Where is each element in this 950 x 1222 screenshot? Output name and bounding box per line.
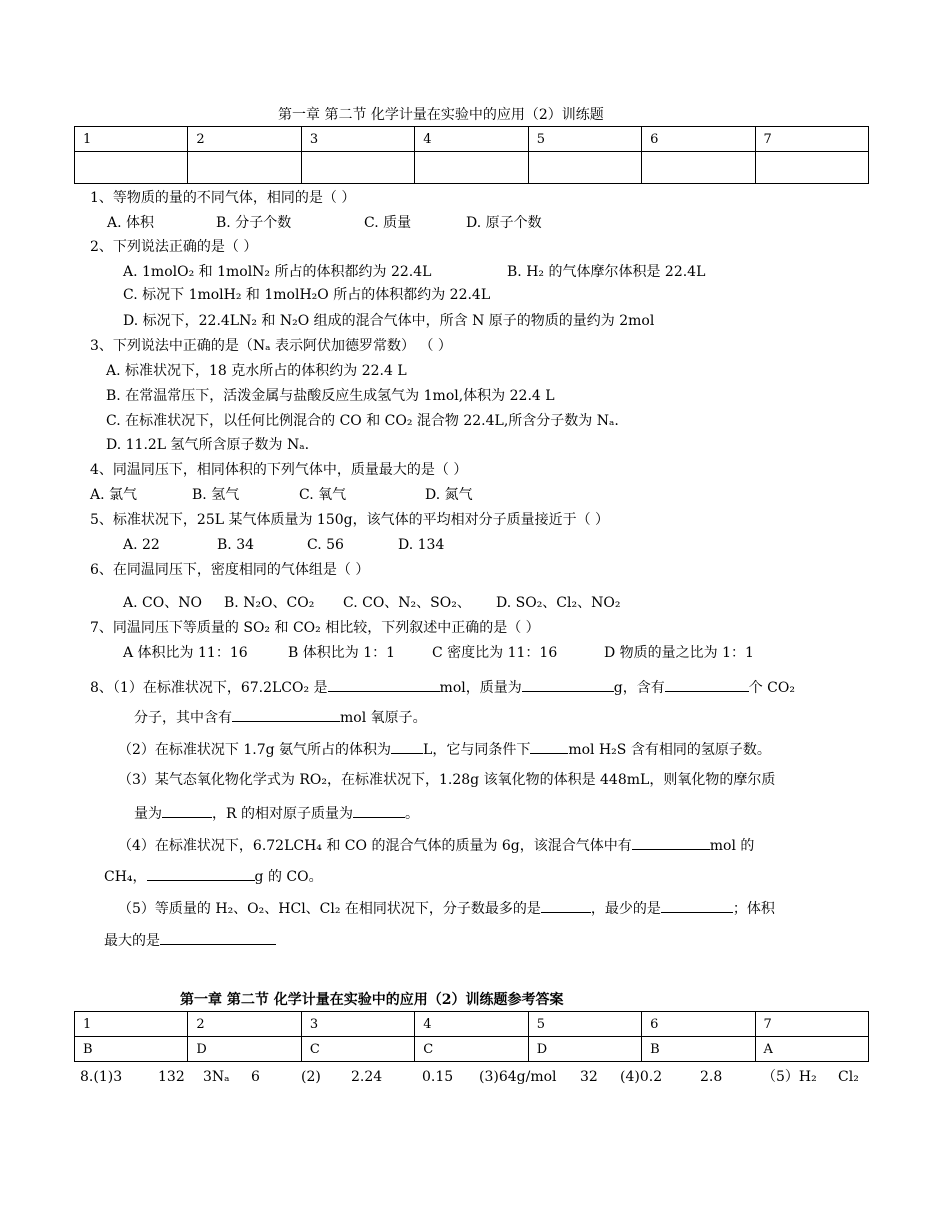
fill-blank[interactable] bbox=[541, 898, 591, 913]
q4-option-d: D. 氮气 bbox=[425, 487, 473, 503]
answer-table-header: 3 bbox=[301, 127, 414, 152]
text: g 的 CO。 bbox=[254, 869, 323, 885]
q4-option-c: C. 氧气 bbox=[299, 487, 347, 503]
question-7: 7、同温同压下等质量的 SO₂ 和 CO₂ 相比较，下列叙述中正确的是（ ） bbox=[90, 620, 540, 636]
answer-key-table bbox=[74, 1011, 869, 1062]
answer-key-value: D bbox=[528, 1037, 641, 1062]
q7-option-d: D 物质的量之比为 1：1 bbox=[604, 645, 754, 661]
q8-answer: 0.15 bbox=[422, 1069, 454, 1085]
q8-answer: Cl₂ bbox=[838, 1069, 859, 1085]
answer-key-value: B bbox=[75, 1037, 188, 1062]
q8-answer: (3)64g/mol bbox=[479, 1069, 557, 1085]
answer-key-header: 5 bbox=[528, 1012, 641, 1037]
text: mol 的 bbox=[709, 838, 755, 854]
answer-cell[interactable] bbox=[188, 152, 301, 184]
fill-blank[interactable] bbox=[530, 739, 568, 754]
q3-option-b: B. 在常温常压下，活泼金属与盐酸反应生成氢气为 1mol,体积为 22.4 L bbox=[106, 388, 555, 404]
answer-key-value: D bbox=[188, 1037, 301, 1062]
text: ，最少的是 bbox=[590, 901, 661, 917]
q8-answer: 132 bbox=[158, 1069, 185, 1085]
fill-blank[interactable] bbox=[162, 803, 212, 818]
q8-answer: 2.24 bbox=[351, 1069, 383, 1085]
fill-blank[interactable] bbox=[328, 677, 440, 692]
q2-option-a: A. 1molO₂ 和 1molN₂ 所占的体积都约为 22.4L bbox=[123, 264, 432, 280]
answer-key-header: 2 bbox=[188, 1012, 301, 1037]
question-1: 1、等物质的量的不同气体，相同的是（ ） bbox=[90, 190, 356, 206]
q6-option-d: D. SO₂、Cl₂、NO₂ bbox=[496, 595, 621, 611]
q4-option-a: A. 氯气 bbox=[90, 487, 138, 503]
q2-option-b: B. H₂ 的气体摩尔体积是 22.4L bbox=[507, 264, 706, 280]
text: 最大的是 bbox=[104, 933, 160, 949]
q6-option-a: A. CO、NO bbox=[123, 595, 202, 611]
fill-blank[interactable] bbox=[665, 677, 749, 692]
text: CH₄， bbox=[104, 869, 147, 885]
q4-option-b: B. 氢气 bbox=[192, 487, 240, 503]
q8-answer: 8.(1)3 bbox=[80, 1069, 123, 1085]
page-title: 第一章 第二节 化学计量在实验中的应用（2）训练题 bbox=[278, 107, 604, 123]
answer-cell[interactable] bbox=[528, 152, 641, 184]
text: 8、（1）在标准状况下，67.2LCO₂ 是 bbox=[90, 680, 328, 696]
text: ；体积 bbox=[732, 901, 775, 917]
q8-answer: (4)0.2 bbox=[620, 1069, 663, 1085]
q8-answer: 6 bbox=[251, 1069, 260, 1085]
fill-blank[interactable] bbox=[232, 707, 340, 722]
question-8-part-4 bbox=[118, 835, 754, 856]
answer-key-header: 7 bbox=[755, 1012, 868, 1037]
fill-blank[interactable] bbox=[353, 803, 405, 818]
q3-option-c: C. 在标准状况下，以任何比例混合的 CO 和 CO₂ 混合物 22.4L,所含分子数为 Nₐ. bbox=[106, 413, 619, 429]
q1-option-b: B. 分子个数 bbox=[216, 215, 292, 231]
q2-option-d: D. 标况下，22.4LN₂ 和 N₂O 组成的混合气体中，所含 N 原子的物质的量约为 2mol bbox=[123, 313, 655, 329]
text: ，R 的相对原子质量为 bbox=[212, 806, 353, 822]
question-8-part-1-cont bbox=[134, 707, 427, 728]
answer-key-value: B bbox=[642, 1037, 755, 1062]
question-5: 5、标准状况下，25L 某气体质量为 150g，该气体的平均相对分子质量接近于（ ） bbox=[90, 512, 610, 528]
text: （5）等质量的 H₂、O₂、HCl、Cl₂ 在相同状况下，分子数最多的是 bbox=[118, 901, 541, 917]
answer-cell[interactable] bbox=[301, 152, 414, 184]
text: mol 氧原子。 bbox=[340, 710, 427, 726]
answer-key-header: 3 bbox=[301, 1012, 414, 1037]
fill-blank[interactable] bbox=[522, 677, 614, 692]
text: mol H₂S 含有相同的氢原子数。 bbox=[568, 742, 771, 758]
answer-key-header: 1 bbox=[75, 1012, 188, 1037]
answer-key-value: C bbox=[301, 1037, 414, 1062]
answer-table-header: 5 bbox=[528, 127, 641, 152]
q6-option-b: B. N₂O、CO₂ bbox=[224, 595, 315, 611]
question-8-part-3-cont bbox=[134, 803, 419, 824]
q8-answer: 3Nₐ bbox=[203, 1069, 230, 1085]
answer-table-header: 6 bbox=[642, 127, 755, 152]
q3-option-d: D. 11.2L 氢气所含原子数为 Nₐ. bbox=[106, 437, 310, 453]
q8-answer: （5）H₂ bbox=[762, 1069, 817, 1085]
text: 。 bbox=[405, 806, 419, 822]
q3-option-a: A. 标准状况下，18 克水所占的体积约为 22.4 L bbox=[106, 363, 407, 379]
answer-key-header: 4 bbox=[415, 1012, 528, 1037]
q5-option-c: C. 56 bbox=[307, 537, 344, 553]
answer-table-header: 1 bbox=[75, 127, 188, 152]
question-8-part-5 bbox=[118, 898, 775, 919]
q1-option-c: C. 质量 bbox=[364, 215, 412, 231]
q8-answer: 2.8 bbox=[700, 1069, 723, 1085]
fill-blank[interactable] bbox=[632, 835, 710, 850]
answer-table-header: 4 bbox=[415, 127, 528, 152]
q5-option-a: A. 22 bbox=[123, 537, 160, 553]
q1-option-d: D. 原子个数 bbox=[466, 215, 542, 231]
q7-option-a: A 体积比为 11：16 bbox=[123, 645, 248, 661]
text: g，含有 bbox=[613, 680, 665, 696]
answer-cell[interactable] bbox=[415, 152, 528, 184]
q5-option-b: B. 34 bbox=[217, 537, 255, 553]
text: mol，质量为 bbox=[439, 680, 522, 696]
q7-option-b: B 体积比为 1：1 bbox=[288, 645, 396, 661]
fill-blank[interactable] bbox=[160, 930, 276, 945]
answer-key-header: 6 bbox=[642, 1012, 755, 1037]
question-8-part-1 bbox=[90, 677, 795, 698]
question-8-part-5-cont bbox=[104, 930, 276, 951]
question-8-part-3: （3）某气态氧化物化学式为 RO₂，在标准状况下，1.28g 该氧化物的体积是 448mL，则氧化物的摩尔质 bbox=[118, 772, 776, 788]
text: 量为 bbox=[134, 806, 162, 822]
text: L，它与同条件下 bbox=[423, 742, 531, 758]
answer-cell[interactable] bbox=[642, 152, 755, 184]
question-4: 4、同温同压下，相同体积的下列气体中，质量最大的是（ ） bbox=[90, 462, 468, 478]
question-8-part-2 bbox=[118, 739, 771, 760]
answer-key-value: C bbox=[415, 1037, 528, 1062]
answer-table bbox=[74, 126, 869, 184]
fill-blank[interactable] bbox=[391, 739, 423, 754]
answer-key-value: A bbox=[755, 1037, 868, 1062]
q1-option-a: A. 体积 bbox=[107, 215, 155, 231]
fill-blank[interactable] bbox=[147, 866, 255, 881]
q5-option-d: D. 134 bbox=[398, 537, 445, 553]
answer-table-header: 7 bbox=[755, 127, 868, 152]
q2-option-c: C. 标况下 1molH₂ 和 1molH₂O 所占的体积都约为 22.4L bbox=[123, 287, 491, 303]
answers-title: 第一章 第二节 化学计量在实验中的应用（2）训练题参考答案 bbox=[180, 992, 564, 1008]
q8-answer: 32 bbox=[580, 1069, 598, 1085]
question-2: 2、下列说法正确的是（ ） bbox=[90, 239, 258, 255]
text: 分子，其中含有 bbox=[134, 710, 232, 726]
q6-option-c: C. CO、N₂、SO₂、 bbox=[343, 595, 471, 611]
answer-table-header: 2 bbox=[188, 127, 301, 152]
text: （2）在标准状况下 1.7g 氨气所占的体积为 bbox=[118, 742, 392, 758]
q7-option-c: C 密度比为 11：16 bbox=[432, 645, 558, 661]
text: （4）在标准状况下，6.72LCH₄ 和 CO 的混合气体的质量为 6g，该混合气体中有 bbox=[118, 838, 632, 854]
text: 个 CO₂ bbox=[748, 680, 795, 696]
question-6: 6、在同温同压下，密度相同的气体组是（ ） bbox=[90, 562, 370, 578]
fill-blank[interactable] bbox=[661, 898, 733, 913]
question-3: 3、下列说法中正确的是（Nₐ 表示阿伏加德罗常数） （ ） bbox=[90, 338, 452, 354]
q8-answer: (2) bbox=[301, 1069, 321, 1085]
answer-cell[interactable] bbox=[755, 152, 868, 184]
question-8-part-4-cont bbox=[104, 866, 323, 887]
answer-cell[interactable] bbox=[75, 152, 188, 184]
